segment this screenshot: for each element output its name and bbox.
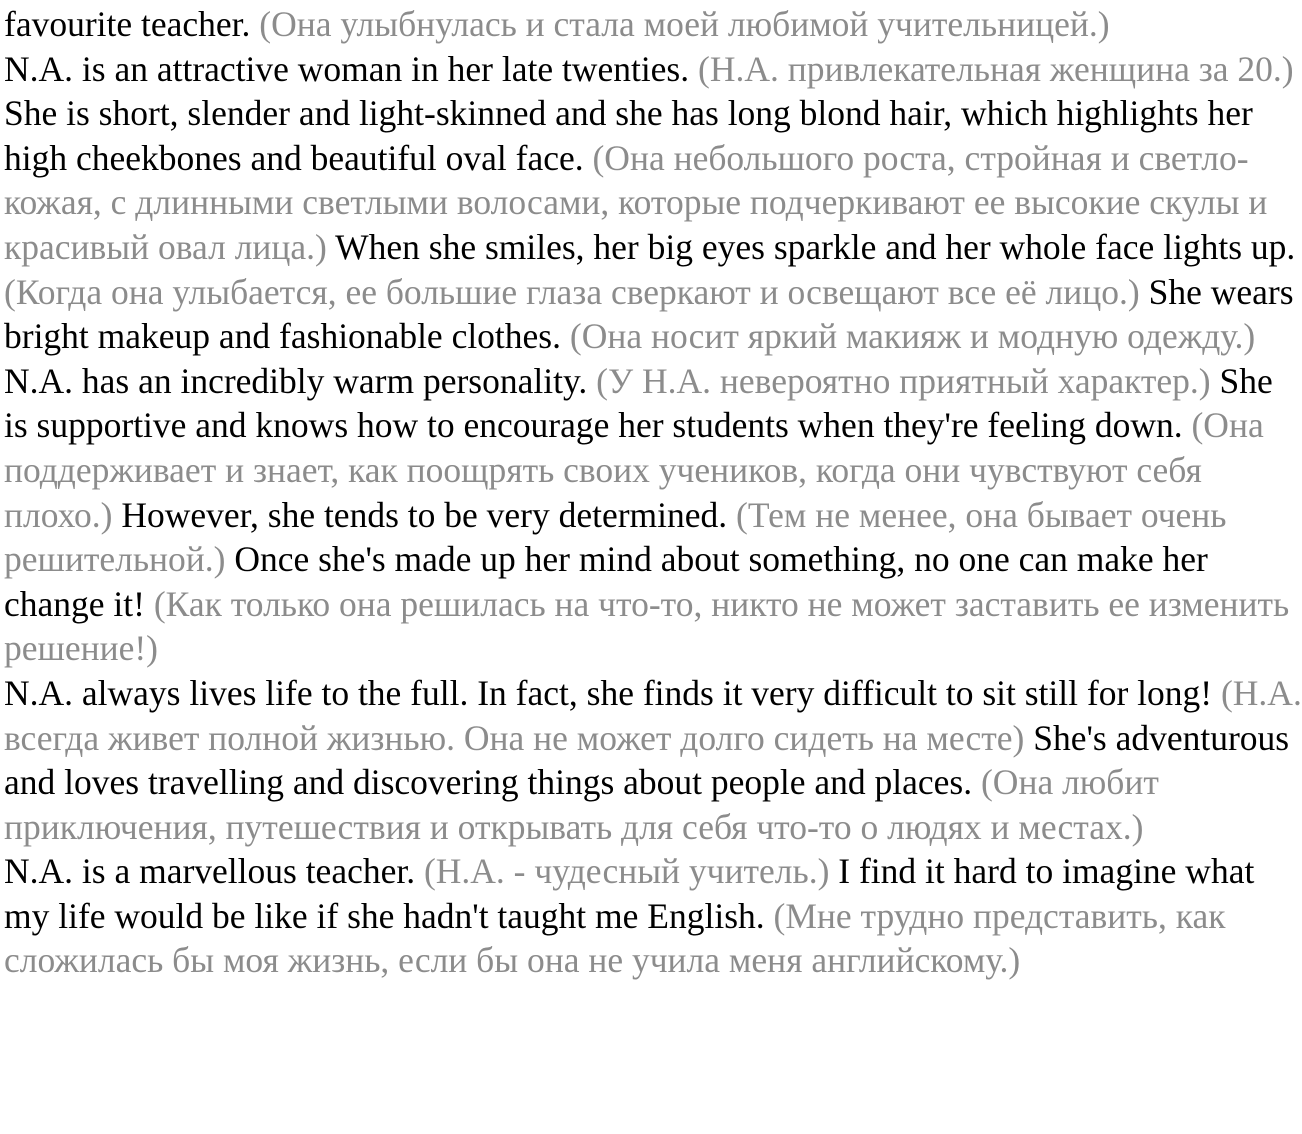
russian-translation: (Тем не менее, она бывает очень решительной.) [4, 494, 1227, 580]
english-sentence: favourite teacher. [4, 4, 251, 44]
paragraph-lifestyle [4, 671, 1302, 849]
english-sentence: N.A. is an attractive woman in her late twenties. [4, 48, 690, 89]
english-sentence: She is supportive and knows how to encourage her students when they're feeling down. [4, 360, 1273, 446]
russian-translation: (Н.А. всегда живет полной жизнью. Она не может долго сидеть на месте) [4, 672, 1302, 758]
russian-translation: (Она улыбнулась и стала моей любимой учительницей.) [259, 4, 1110, 44]
russian-translation: (Она небольшого роста, стройная и светло-кожая, с длинными светлыми волосами, которые подчеркивают ее высокие скулы и красивый овал лица.) [4, 137, 1268, 267]
english-sentence: However, she tends to be very determined. [121, 494, 728, 535]
paragraph-personality [4, 359, 1302, 671]
russian-translation: (Как только она решилась на что-то, никто не может заставить ее изменить решение!) [4, 583, 1290, 669]
russian-translation: (Н.А. - чудесный учитель.) [423, 851, 830, 892]
russian-translation: (Она носит яркий макияж и модную одежду.) [569, 316, 1256, 357]
english-sentence: Once she's made up her mind about something, no one can make her change it! [4, 539, 1208, 624]
english-sentence: I find it hard to imagine what my life would be like if she hadn't taught me English. [4, 851, 1255, 936]
russian-translation: (Когда она улыбается, ее большие глаза сверкают и освещают все её лицо.) [4, 271, 1140, 312]
english-sentence: She is short, slender and light-skinned and she has long blond hair, which highlights her high cheekbones and beautiful oval face. [4, 93, 1253, 178]
english-sentence: She's adventurous and loves travelling and discovering things about people and places. [4, 717, 1290, 803]
english-sentence: N.A. has an incredibly warm personality. [4, 360, 588, 401]
paragraph-appearance [4, 47, 1302, 359]
paragraph-conclusion [4, 849, 1302, 983]
russian-translation: (Мне трудно представить, как сложилась бы моя жизнь, если бы она не учила меня английскому.) [4, 895, 1226, 981]
english-sentence: She wears bright makeup and fashionable clothes. [4, 271, 1294, 357]
paragraph-intro-end [4, 2, 1302, 47]
russian-translation: (Она любит приключения, путешествия и открывать для себя что-то о людях и местах.) [4, 762, 1159, 847]
russian-translation: (Она поддерживает и знает, как поощрять своих учеников, когда они чувствуют себя плохо.) [4, 405, 1264, 535]
english-sentence: N.A. is a marvellous teacher. [4, 851, 416, 892]
english-sentence: When she smiles, her big eyes sparkle and her whole face lights up. [335, 226, 1296, 267]
english-sentence: N.A. always lives life to the full. In fact, she finds it very difficult to sit still for long! [4, 672, 1213, 713]
russian-translation: (У Н.А. невероятно приятный характер.) [596, 360, 1211, 401]
russian-translation: (Н.А. привлекательная женщина за 20.) [698, 48, 1294, 89]
